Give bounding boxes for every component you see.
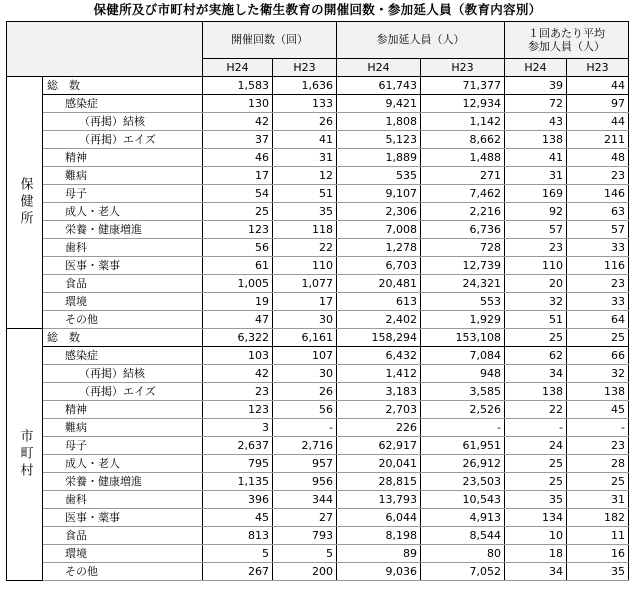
table-cell: 1,135 [203,473,273,491]
table-cell: 62 [505,347,567,365]
table-cell: 26 [273,113,337,131]
table-cell: 54 [203,185,273,203]
table-cell: 6,322 [203,329,273,347]
table-row [7,437,629,455]
table-cell: 3,183 [337,383,421,401]
section-label: 市町村 [7,329,43,581]
table-cell: 211 [567,131,629,149]
table-row [7,185,629,203]
table-cell: 18 [505,545,567,563]
table-cell: 17 [203,167,273,185]
table-cell: 123 [203,221,273,239]
row-label: 母子 [43,185,203,203]
table-cell: 1,889 [337,149,421,167]
table-row [7,473,629,491]
table-cell: 23 [567,437,629,455]
table-row [7,311,629,329]
table-cell: 64 [567,311,629,329]
table-cell: 10,543 [421,491,505,509]
table-cell: 16 [567,545,629,563]
table-cell: 116 [567,257,629,275]
table-row [7,131,629,149]
table-cell: 20 [505,275,567,293]
table-cell: 43 [505,113,567,131]
table-cell: 30 [273,311,337,329]
table-cell: 613 [337,293,421,311]
table-cell: 71,377 [421,77,505,95]
table-cell: 51 [505,311,567,329]
table-cell: 42 [203,113,273,131]
table-cell: 1,583 [203,77,273,95]
table-cell: 47 [203,311,273,329]
table-cell: - [421,419,505,437]
table-cell: 25 [203,203,273,221]
table-cell: 33 [567,239,629,257]
table-cell: 61,743 [337,77,421,95]
table-row [7,149,629,167]
table-cell: 30 [273,365,337,383]
row-label: 総 数 [43,329,203,347]
table-cell: 8,198 [337,527,421,545]
table-cell: 27 [273,509,337,527]
row-label: 感染症 [43,347,203,365]
table-cell: 37 [203,131,273,149]
table-cell: 22 [505,401,567,419]
table-cell: 23 [203,383,273,401]
table-cell: 89 [337,545,421,563]
table-cell: 158,294 [337,329,421,347]
row-label: 環境 [43,545,203,563]
table-cell: 25 [505,473,567,491]
table-cell: 34 [505,365,567,383]
table-cell: 41 [273,131,337,149]
row-label: 栄養・健康増進 [43,473,203,491]
table-body [7,22,629,581]
table-cell: 2,402 [337,311,421,329]
table-cell: 12,739 [421,257,505,275]
table-cell: 32 [567,365,629,383]
table-cell: 51 [273,185,337,203]
table-cell: 35 [505,491,567,509]
table-cell: 1,412 [337,365,421,383]
table-cell: 7,084 [421,347,505,365]
table-row [7,293,629,311]
table-cell: 57 [567,221,629,239]
header-group-participants: 参加延人員（人） [337,22,505,59]
header-corner [7,22,203,77]
table-cell: 5 [203,545,273,563]
header-row-groups [7,22,629,59]
table-cell: 267 [203,563,273,581]
header-year: H23 [421,59,505,77]
header-year: H24 [337,59,421,77]
table-cell: 5,123 [337,131,421,149]
row-label: 精神 [43,401,203,419]
table-cell: 10 [505,527,567,545]
row-label: その他 [43,563,203,581]
table-row [7,563,629,581]
table-cell: 31 [505,167,567,185]
row-label: 歯科 [43,239,203,257]
table-cell: 956 [273,473,337,491]
table-cell: 61,951 [421,437,505,455]
table-cell: 9,036 [337,563,421,581]
table-cell: 44 [567,77,629,95]
header-year: H24 [505,59,567,77]
table-cell: 2,637 [203,437,273,455]
row-label: 環境 [43,293,203,311]
table-cell: 138 [567,383,629,401]
table-cell: 17 [273,293,337,311]
table-row [7,401,629,419]
table-cell: 271 [421,167,505,185]
table-cell: 138 [505,383,567,401]
table-cell: 28 [567,455,629,473]
table-cell: 35 [273,203,337,221]
statistics-table [6,21,629,581]
table-cell: 118 [273,221,337,239]
table-cell: 45 [203,509,273,527]
table-cell: 344 [273,491,337,509]
table-cell: 2,703 [337,401,421,419]
table-cell: 3 [203,419,273,437]
table-cell: 12,934 [421,95,505,113]
table-cell: 35 [567,563,629,581]
table-cell: 46 [203,149,273,167]
header-year: H24 [203,59,273,77]
table-row [7,545,629,563]
row-label: 食品 [43,275,203,293]
table-cell: 2,526 [421,401,505,419]
row-label: 成人・老人 [43,455,203,473]
table-cell: 948 [421,365,505,383]
table-cell: 9,421 [337,95,421,113]
table-cell: 23 [567,167,629,185]
table-cell: 1,488 [421,149,505,167]
table-row [7,221,629,239]
table-cell: 33 [567,293,629,311]
table-cell: 25 [567,329,629,347]
table-cell: 63 [567,203,629,221]
table-cell: 110 [273,257,337,275]
table-cell: 24 [505,437,567,455]
table-cell: 6,703 [337,257,421,275]
table-cell: 42 [203,365,273,383]
table-cell: 23 [505,239,567,257]
table-cell: 22 [273,239,337,257]
row-label: 食品 [43,527,203,545]
row-label: 難病 [43,419,203,437]
table-row [7,383,629,401]
table-cell: 793 [273,527,337,545]
table-cell: 8,544 [421,527,505,545]
table-cell: 153,108 [421,329,505,347]
table-cell: 7,462 [421,185,505,203]
table-row [7,347,629,365]
header-year: H23 [273,59,337,77]
table-cell: 26 [273,383,337,401]
table-cell: 8,662 [421,131,505,149]
table-cell: 19 [203,293,273,311]
row-label: 難病 [43,167,203,185]
table-cell: 4,913 [421,509,505,527]
table-cell: 25 [567,473,629,491]
table-cell: 6,161 [273,329,337,347]
table-cell: 553 [421,293,505,311]
table-cell: 2,716 [273,437,337,455]
table-cell: 44 [567,113,629,131]
table-cell: 957 [273,455,337,473]
table-cell: 12 [273,167,337,185]
row-label: その他 [43,311,203,329]
row-label: 医事・薬事 [43,257,203,275]
table-cell: 20,041 [337,455,421,473]
table-row [7,239,629,257]
table-cell: - [505,419,567,437]
table-cell: 169 [505,185,567,203]
table-cell: 200 [273,563,337,581]
table-row [7,527,629,545]
table-cell: 396 [203,491,273,509]
table-cell: 34 [505,563,567,581]
row-label: 総 数 [43,77,203,95]
section-label: 保健所 [7,77,43,329]
table-cell: 45 [567,401,629,419]
table-cell: 1,808 [337,113,421,131]
row-label: 成人・老人 [43,203,203,221]
table-cell: 48 [567,149,629,167]
table-cell: 138 [505,131,567,149]
table-cell: 61 [203,257,273,275]
table-row [7,419,629,437]
table-cell: 41 [505,149,567,167]
table-row [7,203,629,221]
table-cell: 226 [337,419,421,437]
table-row [7,509,629,527]
table-cell: 1,142 [421,113,505,131]
table-cell: 133 [273,95,337,113]
table-cell: 1,077 [273,275,337,293]
table-cell: 56 [203,239,273,257]
row-label: 医事・薬事 [43,509,203,527]
table-cell: 66 [567,347,629,365]
header-group-average: １回あたり平均 参加人員（人） [505,22,629,59]
table-cell: 7,052 [421,563,505,581]
table-cell: 795 [203,455,273,473]
table-row [7,275,629,293]
table-cell: 11 [567,527,629,545]
table-cell: 110 [505,257,567,275]
table-row-total [7,329,629,347]
table-cell: 728 [421,239,505,257]
table-cell: 25 [505,455,567,473]
table-cell: 6,044 [337,509,421,527]
row-label: 精神 [43,149,203,167]
table-cell: 26,912 [421,455,505,473]
table-cell: 13,793 [337,491,421,509]
header-group-sessions: 開催回数（回） [203,22,337,59]
table-cell: 62,917 [337,437,421,455]
table-cell: 1,005 [203,275,273,293]
row-label: 歯科 [43,491,203,509]
table-cell: 31 [273,149,337,167]
table-cell: 123 [203,401,273,419]
table-cell: 57 [505,221,567,239]
table-cell: 23 [567,275,629,293]
row-label: （再掲）エイズ [43,131,203,149]
row-label: （再掲）結核 [43,113,203,131]
table-cell: 3,585 [421,383,505,401]
header-year: H23 [567,59,629,77]
table-cell: 32 [505,293,567,311]
table-cell: 1,636 [273,77,337,95]
page-title: 保健所及び市町村が実施した衛生教育の開催回数・参加延人員（教育内容別） [93,2,542,17]
table-cell: 92 [505,203,567,221]
table-cell: 134 [505,509,567,527]
table-cell: 28,815 [337,473,421,491]
table-cell: 146 [567,185,629,203]
table-cell: 130 [203,95,273,113]
table-cell: 5 [273,545,337,563]
table-cell: 103 [203,347,273,365]
table-cell: 7,008 [337,221,421,239]
table-row [7,113,629,131]
table-cell: 80 [421,545,505,563]
table-cell: 31 [567,491,629,509]
table-cell: 6,432 [337,347,421,365]
row-label: 栄養・健康増進 [43,221,203,239]
table-row [7,257,629,275]
table-cell: 182 [567,509,629,527]
row-label: 感染症 [43,95,203,113]
table-cell: 1,278 [337,239,421,257]
table-cell: 20,481 [337,275,421,293]
table-row [7,491,629,509]
row-label: （再掲）結核 [43,365,203,383]
table-cell: 6,736 [421,221,505,239]
table-row [7,365,629,383]
row-label: （再掲）エイズ [43,383,203,401]
table-cell: 535 [337,167,421,185]
table-cell: - [273,419,337,437]
table-row [7,95,629,113]
table-cell: 25 [505,329,567,347]
table-cell: 9,107 [337,185,421,203]
table-cell: 813 [203,527,273,545]
table-cell: 23,503 [421,473,505,491]
table-cell: 2,216 [421,203,505,221]
table-row-total [7,77,629,95]
table-cell: 24,321 [421,275,505,293]
table-cell: 107 [273,347,337,365]
table-cell: 56 [273,401,337,419]
row-label: 母子 [43,437,203,455]
table-cell: 72 [505,95,567,113]
table-row [7,167,629,185]
table-cell: 39 [505,77,567,95]
table-cell: 2,306 [337,203,421,221]
table-cell: 1,929 [421,311,505,329]
table-cell: - [567,419,629,437]
table-cell: 97 [567,95,629,113]
table-row [7,455,629,473]
